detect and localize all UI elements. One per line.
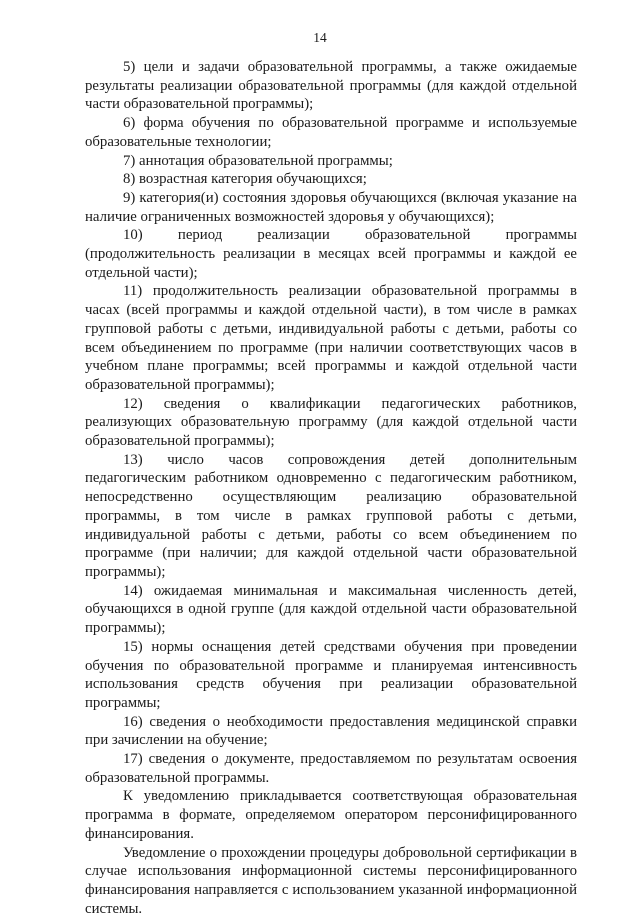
list-item-11: 11) продолжительность реализации образовательной программы в часах (всей программы и каждой отдельной части), в том числе в рамках групповой работы с детьми, индивидуальной работы с детьми, работы со всем объединением по программе (при наличии соответствующих часов в учебном плане программы; всей программы и каждой отдельной части образовательной программы); (85, 283, 577, 393)
list-item-17: 17) сведения о документе, предоставляемом по результатам освоения образовательной программы. (85, 751, 577, 786)
document-body (85, 58, 577, 918)
list-item-15: 15) нормы оснащения детей средствами обучения при проведении обучения по образовательной программе и планируемая интенсивность использования средств обучения при реализации образовательной программы; (85, 638, 577, 711)
certification-notice-paragraph: Уведомление о прохождении процедуры добровольной сертификации в случае использования информационной системы персонифицированного финансирования направляется с использованием указанной информационной системы. (85, 844, 577, 917)
list-item-16: 16) сведения о необходимости предоставления медицинской справки при зачислении на обучение; (85, 713, 577, 749)
list-item-7: 7) аннотация образовательной программы; (123, 152, 393, 169)
list-item-9: 9) категория(и) состояния здоровья обучающихся (включая указание на наличие ограниченных возможностей здоровья у обучающихся); (85, 189, 577, 225)
list-item-13: 13) число часов сопровождения детей дополнительным педагогическим работником одновременно с педагогическим работником, непосредственно осуществляющим реализацию образовательной программы, в том числе в рамках групповой работы с детьми, индивидуальной работы с детьми, работы со всем объединением по программе (при наличии; для каждой отдельной части образовательной программы); (85, 451, 577, 580)
list-item-6: 6) форма обучения по образовательной программе и используемые образовательные технологии; (85, 115, 577, 150)
list-item-5: 5) цели и задачи образовательной программы, а также ожидаемые результаты реализации образовательной программы (для каждой отдельной части образовательной программы); (85, 59, 577, 113)
list-item-8: 8) возрастная категория обучающихся; (123, 171, 367, 188)
page-number: 14 (313, 30, 327, 45)
list-item-12: 12) сведения о квалификации педагогических работников, реализующих образовательную программу (для каждой отдельной части образовательной программы); (85, 395, 577, 450)
attachment-paragraph: К уведомлению прикладывается соответствующая образовательная программа в формате, определяемом оператором персонифицированного финансирования. (85, 788, 577, 842)
list-item-14: 14) ожидаемая минимальная и максимальная численность детей, обучающихся в одной группе (для каждой отдельной части образовательной программы); (85, 582, 577, 637)
list-item-10: 10) период реализации образовательной программы (продолжительность реализации в месяцах всей программы и каждой ее отдельной части); (85, 227, 577, 281)
